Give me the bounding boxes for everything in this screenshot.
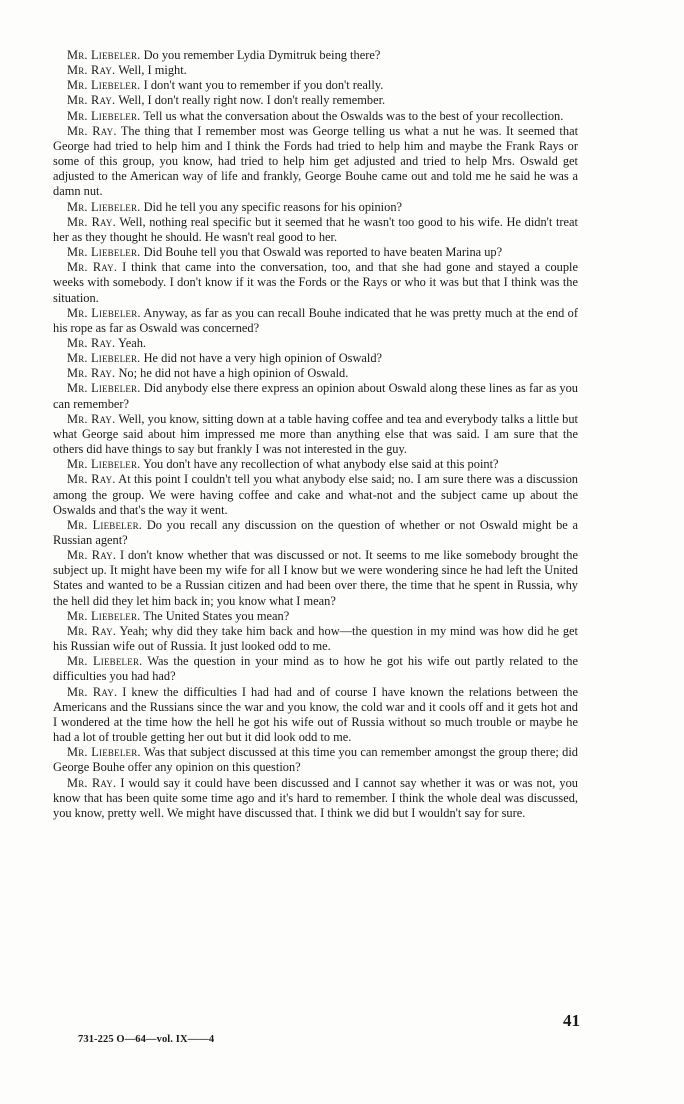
speaker-name: Mr. Ray.: [67, 260, 118, 275]
transcript-paragraph: [53, 245, 578, 260]
page-number: 41: [563, 1011, 580, 1030]
spoken-text: He did not have a very high opinion of Oswald?: [143, 351, 383, 366]
transcript-paragraph: [53, 93, 578, 108]
speaker-name: Mr. Liebeler.: [67, 78, 141, 93]
speaker-name: Mr. Liebeler.: [67, 457, 141, 472]
speaker-name: Mr. Liebeler.: [67, 48, 141, 62]
spoken-text: Yeah.: [118, 335, 146, 350]
spoken-text: I don't know whether that was discussed or not. It seems to me like somebody brought the subject up. It might have been my wife for all I know but we were wondering since he had left the United States and wanted to be a Russian citizen and had been over there, the time that he spent in Russia, why the hell did they let him back in; you know what I mean?: [53, 548, 579, 608]
speaker-name: Mr. Liebeler.: [67, 654, 143, 669]
spoken-text: Well, nothing real specific but it seemed that he wasn't too good to his wife. He didn't treat her as they thought he should. He wasn't real good to her.: [53, 214, 578, 244]
transcript-paragraph: [53, 78, 578, 93]
spoken-text: Did Bouhe tell you that Oswald was reported to have beaten Marina up?: [143, 245, 503, 260]
transcript-paragraph: [53, 776, 578, 821]
transcript-paragraph: [53, 624, 578, 654]
spoken-text: The thing that I remember most was George telling us what a nut he was. It seemed that George had tried to help him and I think the Fords had tried to help him and maybe the Frank Rays or some of this group, you know, had tried to help him get adjusted and tried to help Mrs. Oswald get adjusted to the American way of life and frankly, George Bouhe came out and told me he said he was a damn nut.: [53, 123, 579, 199]
spoken-text: Was the question in your mind as to how he got his wife out partly related to the difficulties you had had?: [53, 654, 578, 684]
transcript-paragraph: [53, 336, 578, 351]
transcript-paragraph: [53, 351, 578, 366]
transcript-paragraph: [53, 63, 578, 78]
spoken-text: Was that subject discussed at this time you can remember amongst the group there; did George Bouhe offer any opinion on this question?: [53, 745, 578, 775]
speaker-name: Mr. Ray.: [67, 123, 117, 138]
spoken-text: I think that came into the conversation, too, and that she had gone and stayed a couple weeks with somebody. I don't know if it was the Fords or the Rays or who it was but that I think was the situation.: [53, 260, 578, 305]
transcript-paragraph: [53, 548, 578, 609]
transcript-paragraph: [53, 412, 578, 457]
speaker-name: Mr. Ray.: [67, 214, 116, 229]
speaker-name: Mr. Liebeler.: [67, 108, 141, 123]
spoken-text: Well, I don't really right now. I don't really remember.: [118, 93, 386, 108]
transcript-paragraph: [53, 366, 578, 381]
spoken-text: I would say it could have been discussed and I cannot say whether it was or was not, you know that has been quite some time ago and it's hard to remember. I think the whole deal was discussed, you know, pretty well. We might have discussed that. I think we did but I wouldn't say for sure.: [53, 775, 578, 820]
speaker-name: Mr. Liebeler.: [67, 245, 141, 260]
transcript-paragraph: [53, 200, 578, 215]
spoken-text: You don't have any recollection of what anybody else said at this point?: [143, 457, 499, 472]
transcript-paragraph: [53, 457, 578, 472]
speaker-name: Mr. Liebeler.: [67, 745, 141, 760]
spoken-text: Yeah; why did they take him back and how—the question in my mind was how did he get his Russian wife out of Russia. It just looked odd to me.: [53, 623, 578, 654]
spoken-text: Do you recall any discussion on the question of whether or not Oswald might be a Russian agent?: [53, 517, 578, 547]
transcript-paragraph: [53, 609, 578, 624]
transcript-paragraph: [53, 654, 578, 684]
spoken-text: Did anybody else there express an opinion about Oswald along these lines as far as you can remember?: [53, 381, 578, 411]
transcript-paragraph: [53, 48, 578, 63]
transcript-paragraph: [53, 260, 578, 305]
spoken-text: Tell us what the conversation about the Oswalds was to the best of your recollection.: [143, 108, 564, 123]
speaker-name: Mr. Ray.: [67, 623, 117, 638]
spoken-text: I knew the difficulties I had had and of course I have known the relations between the Americans and the Russians since the war and you know, the cold war and it cools off and it gets hot and I wondered at the time how the hell he got his wife out of Russia without so much trouble or maybe he had a lot of trouble getting her out but it did look odd to me.: [53, 684, 578, 745]
speaker-name: Mr. Ray.: [67, 411, 116, 426]
transcript-paragraph: [53, 472, 578, 517]
transcript-paragraph: [53, 109, 578, 124]
testimony-transcript: [53, 48, 578, 821]
speaker-name: Mr. Liebeler.: [67, 199, 141, 214]
spoken-text: Well, I might.: [118, 63, 187, 78]
spoken-text: Anyway, as far as you can recall Bouhe indicated that he was pretty much at the end of his rope as far as Oswald was concerned?: [53, 305, 578, 335]
transcript-paragraph: [53, 685, 578, 746]
spoken-text: Did he tell you any specific reasons for his opinion?: [143, 199, 403, 214]
transcript-paragraph: [53, 381, 578, 411]
print-code: 731-225 O—64—vol. IX——4: [78, 1034, 215, 1045]
speaker-name: Mr. Liebeler.: [67, 608, 141, 623]
spoken-text: I don't want you to remember if you don't really.: [143, 78, 384, 93]
transcript-paragraph: [53, 306, 578, 336]
transcript-paragraph: [53, 745, 578, 775]
speaker-name: Mr. Liebeler.: [67, 305, 141, 320]
spoken-text: Do you remember Lydia Dymitruk being there?: [143, 48, 381, 62]
transcript-paragraph: [53, 215, 578, 245]
speaker-name: Mr. Ray.: [67, 63, 116, 78]
speaker-name: Mr. Ray.: [67, 472, 116, 487]
speaker-name: Mr. Liebeler.: [67, 351, 141, 366]
speaker-name: Mr. Liebeler.: [67, 517, 143, 532]
speaker-name: Mr. Ray.: [67, 775, 117, 790]
spoken-text: Well, you know, sitting down at a table having coffee and tea and everybody talks a little but what George said about him impressed me more than anything else that was said. I am sure that the others did have things to say but frankly I was not interested in the guy.: [53, 411, 578, 457]
spoken-text: No; he did not have a high opinion of Oswald.: [118, 366, 349, 381]
spoken-text: The United States you mean?: [143, 608, 290, 623]
speaker-name: Mr. Ray.: [67, 335, 116, 350]
speaker-name: Mr. Ray.: [67, 548, 117, 563]
speaker-name: Mr. Ray.: [67, 684, 118, 699]
transcript-paragraph: [53, 518, 578, 548]
speaker-name: Mr. Ray.: [67, 93, 116, 108]
speaker-name: Mr. Ray.: [67, 366, 116, 381]
transcript-paragraph: [53, 124, 578, 200]
spoken-text: At this point I couldn't tell you what anybody else said; no. I am sure there was a discussion among the group. We were having coffee and cake and what-not and the subject came up about the Oswalds and that's the way it went.: [53, 472, 578, 517]
speaker-name: Mr. Liebeler.: [67, 381, 141, 396]
